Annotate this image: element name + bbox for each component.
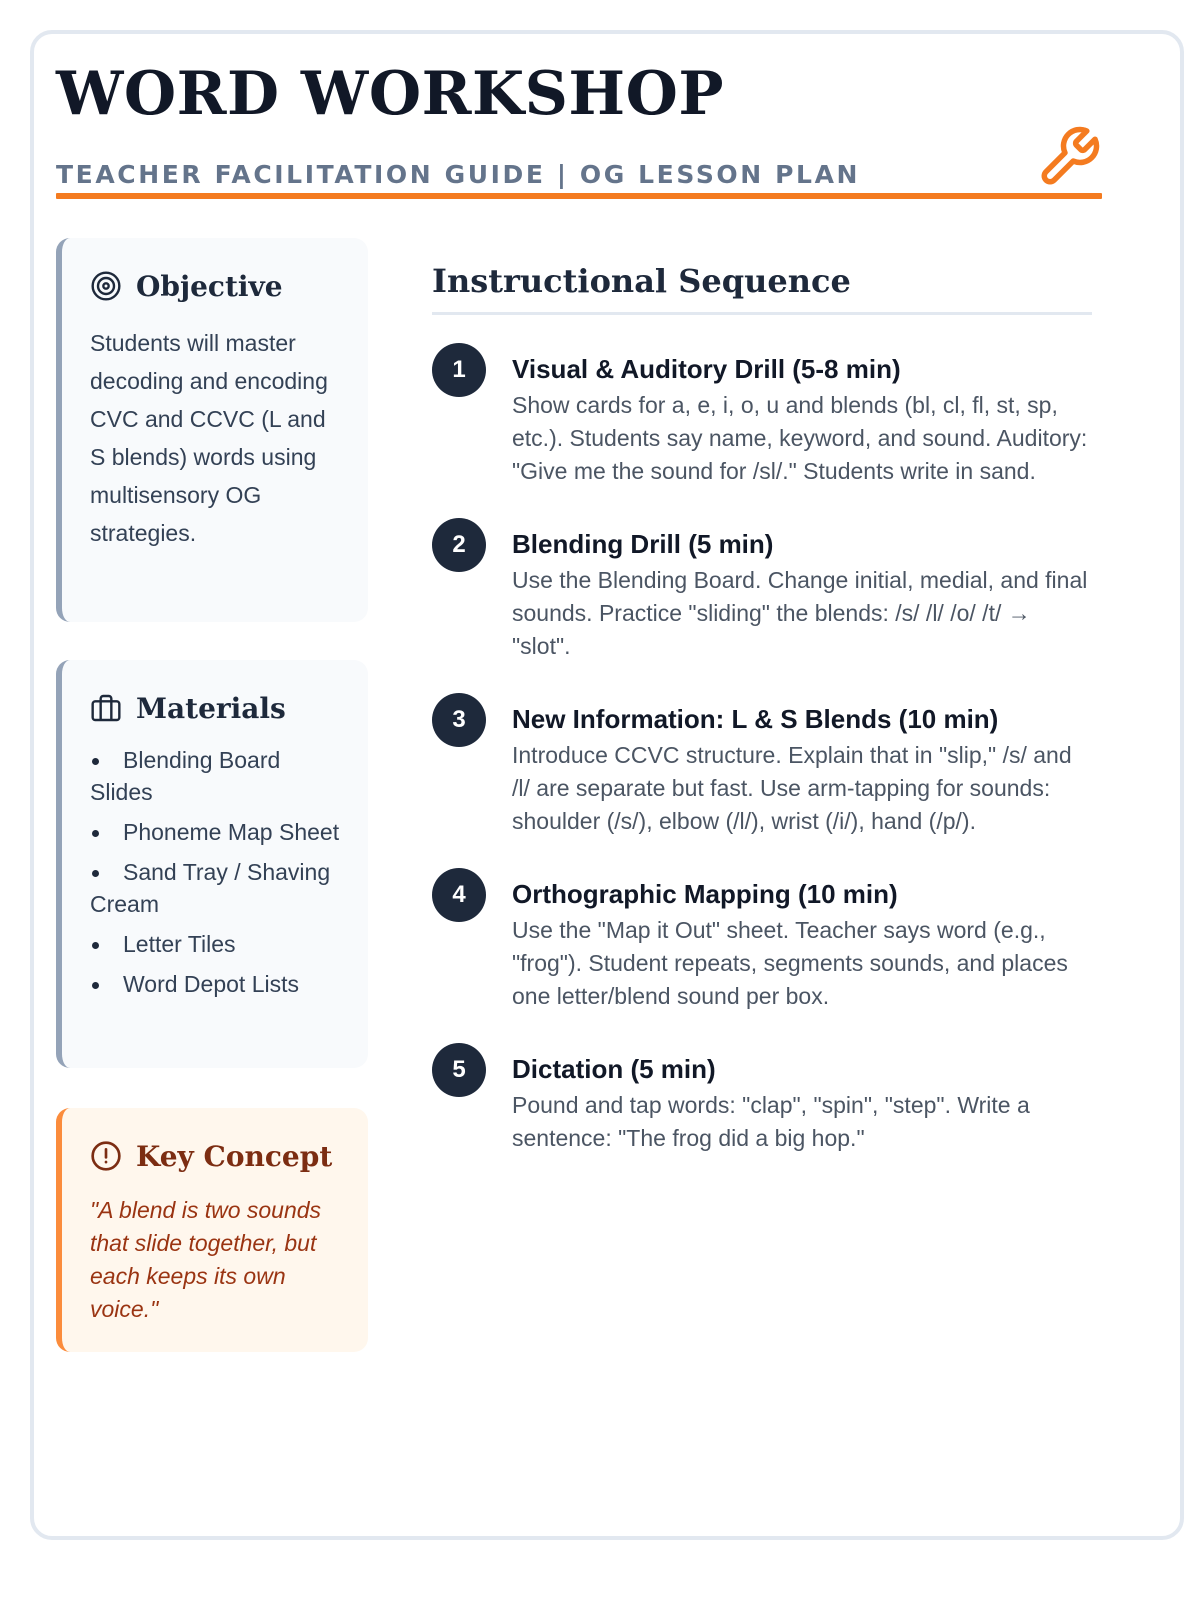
materials-panel	[56, 660, 368, 1068]
step-title: Dictation (5 min)	[512, 1054, 716, 1084]
step-description: Use the Blending Board. Change initial, medial, and final sounds. Practice "sliding" the blends: /s/ /l/ /o/ /t/ → "slot".	[512, 567, 1088, 659]
key-concept-title: Key Concept	[136, 1139, 333, 1173]
list-item: Sand Tray / Shaving Cream	[90, 856, 346, 920]
objective-text: Students will master decoding and encoding CVC and CCVC (L and S blends) words using multisensory OG strategies.	[90, 330, 328, 546]
step-description: Show cards for a, e, i, o, u and blends (bl, cl, fl, st, sp, etc.). Students say name, keyword, and sound. Auditory: "Give me the sound for /sl/." Students write in sand.	[512, 392, 1088, 484]
sequence-title: Instructional Sequence	[432, 262, 1092, 315]
step-item	[432, 1043, 1092, 1155]
step-number: 3	[432, 693, 486, 747]
list-item: Blending Board Slides	[90, 744, 346, 808]
wrench-icon	[1036, 124, 1102, 190]
step-description: Use the "Map it Out" sheet. Teacher says word (e.g., "frog"). Student repeats, segments sounds, and places one letter/blend sound per box.	[512, 917, 1068, 1009]
step-description: Introduce CCVC structure. Explain that in "slip," /s/ and /l/ are separate but fast. Use arm-tapping for sounds: shoulder (/s/), elbow (/l/), wrist (/i/), hand (/p/).	[512, 742, 1072, 834]
step-item	[432, 518, 1092, 663]
step-title: Visual & Auditory Drill (5-8 min)	[512, 354, 901, 384]
header-divider	[56, 193, 1102, 199]
step-title: Blending Drill (5 min)	[512, 529, 774, 559]
list-item: Letter Tiles	[90, 928, 346, 960]
materials-list	[90, 744, 346, 1000]
step-number: 5	[432, 1043, 486, 1097]
step-number: 2	[432, 518, 486, 572]
target-icon	[90, 270, 122, 302]
objective-panel	[56, 238, 368, 622]
header	[56, 58, 1102, 194]
briefcase-icon	[90, 692, 122, 724]
instructional-sequence	[432, 262, 1092, 1155]
step-number: 1	[432, 343, 486, 397]
key-concept-panel	[56, 1108, 368, 1352]
step-item	[432, 693, 1092, 838]
list-item: Word Depot Lists	[90, 968, 346, 1000]
page-subtitle: TEACHER FACILITATION GUIDE | OG LESSON PLAN	[56, 160, 861, 189]
list-item: Phoneme Map Sheet	[90, 816, 346, 848]
step-item	[432, 868, 1092, 1013]
materials-title: Materials	[136, 691, 286, 725]
objective-title: Objective	[136, 269, 283, 303]
page-title: WORD WORKSHOP	[56, 59, 724, 129]
step-item	[432, 343, 1092, 488]
step-number: 4	[432, 868, 486, 922]
step-title: Orthographic Mapping (10 min)	[512, 879, 898, 909]
step-title: New Information: L & S Blends (10 min)	[512, 704, 999, 734]
key-concept-quote: "A blend is two sounds that slide together, but each keeps its own voice."	[90, 1197, 322, 1322]
alert-circle-icon	[90, 1140, 122, 1172]
step-description: Pound and tap words: "clap", "spin", "step". Write a sentence: "The frog did a big hop."	[512, 1092, 1030, 1151]
